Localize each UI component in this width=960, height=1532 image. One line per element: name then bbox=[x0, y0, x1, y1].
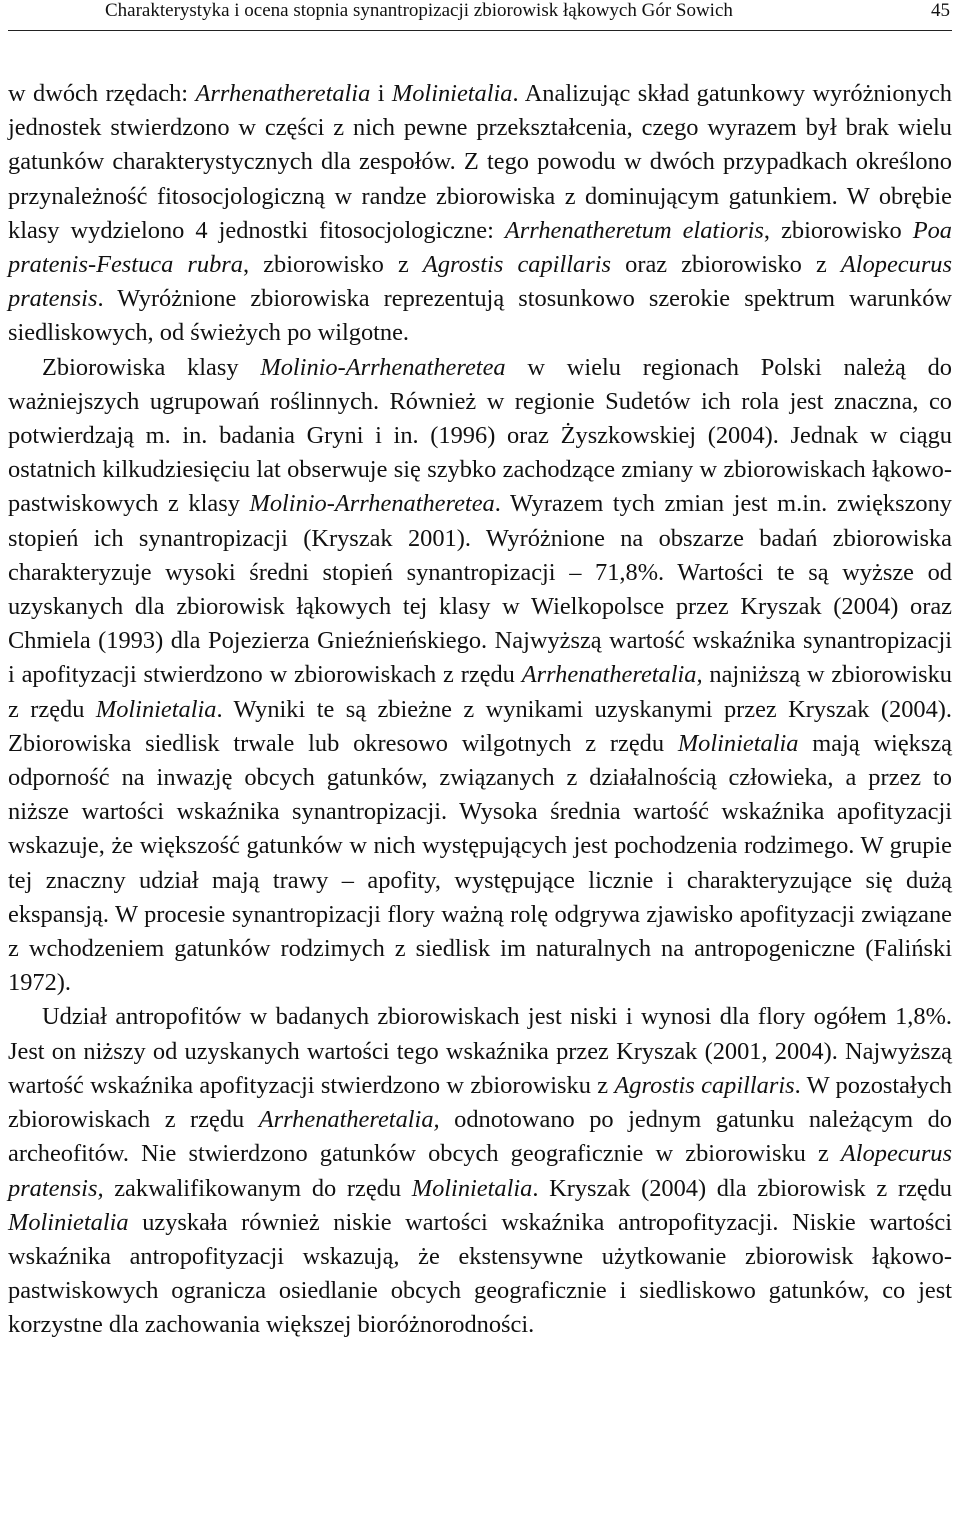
italic-taxon-text: Agrostis capillaris bbox=[422, 251, 611, 279]
running-head-title: Charakterystyka i ocena stopnia synantropizacji zbiorowisk łąkowych Gór Sowich bbox=[105, 0, 733, 21]
paragraph-text: najniższą w zbiorowisku z rzędu bbox=[8, 661, 952, 723]
italic-taxon-text: Arrhenatheretalia bbox=[195, 80, 371, 107]
paragraph-text: mają większą odporność na inwazję obcych gatunków, związanych z działalnością człowieka, a przez to niższe wartości wskaźnika synantropizacji. Wysoka średnia wartość wskaźnika apofityzacji wskazuje, że większość gatunków w nich występujących jest pochodzenia rodzimego. W grupie tej znaczny udział mają trawy – apofity, występujące licznie i charakteryzujące się dużą ekspansją. W procesie synantropizacji flory ważną rolę odgrywa zjawisko apofityzacji związane z wchodzeniem gatunków rodzimych z siedlisk im naturalnych na antropogeniczne (Faliński 1972). bbox=[8, 729, 952, 997]
paragraph-text: , zbiorowisko z bbox=[243, 251, 423, 279]
paragraph-2 bbox=[8, 351, 952, 1001]
italic-taxon-text: Molinietalia bbox=[391, 80, 513, 107]
paragraph-text: . Analizując skład gatunkowy wyróżnionych jednostek stwierdzono w części z nich pewne przekształcenia, czego wyrazem był brak wielu gatunków charakterystycznych dla zespołów. Z tego powodu w dwóch przypadkach określono przynależność fitosocjologiczną w randze zbiorowiska z dominującym gatunkiem. W obrębie klasy wydzielono 4 jednostki fitosocjologiczne: bbox=[8, 80, 952, 244]
running-head bbox=[8, 0, 952, 31]
italic-taxon-text: Poa pratenis-Festuca rubra bbox=[8, 216, 952, 279]
paragraph-text: odnotowano po jednym gatunku należącym do archeofitów. Nie stwierdzono gatunków obcych geograficznie w zbiorowisku z bbox=[8, 1106, 952, 1168]
italic-taxon-text: Molinio-Arrhenatheretea bbox=[260, 353, 506, 381]
paragraph-text: . Wyróżnione zbiorowiska reprezentują stosunkowo szerokie spektrum warunków siedliskowych, od świeżych po wilgotne. bbox=[8, 285, 952, 347]
paragraph-text: zakwalifikowanym do rzędu bbox=[103, 1174, 412, 1202]
paragraph-text: . W pozostałych zbiorowiskach z rzędu bbox=[8, 1071, 952, 1134]
italic-taxon-text: Molinietalia bbox=[8, 1208, 129, 1236]
italic-taxon-text: Agrostis capillaris bbox=[614, 1071, 795, 1099]
paragraph-text: uzyskała również niskie wartości wskaźnika antropofityzacji. Niskie wartości wskaźnika antropofityzacji wskazują, że ekstensywne użytkowanie zbiorowisk łąkowo-pastwiskowych ogranicza osiedlanie obcych geograficznie i siedliskowo gatunków, co jest korzystne dla zachowania większej bioróżnorodności. bbox=[8, 1208, 952, 1339]
paragraph-text: , zbiorowisko bbox=[763, 216, 913, 244]
italic-taxon-text: Molinietalia bbox=[95, 695, 217, 723]
paragraph-3 bbox=[8, 1000, 952, 1342]
italic-taxon-text: Arrhenatheretalia, bbox=[258, 1106, 440, 1134]
italic-taxon-text: Arrhenatheretalia, bbox=[521, 661, 703, 689]
paragraph-text: Zbiorowiska klasy bbox=[42, 353, 261, 381]
body-text bbox=[8, 77, 952, 1343]
page-number: 45 bbox=[931, 0, 950, 21]
italic-taxon-text: Molinietalia bbox=[411, 1174, 533, 1202]
paragraph-text: w dwóch rzędach: bbox=[8, 80, 196, 107]
paragraph-1 bbox=[8, 77, 952, 351]
paragraph-text: oraz zbiorowisko z bbox=[610, 251, 841, 279]
paragraph-text: Udział antropofitów w badanych zbiorowiskach jest niski i wynosi dla flory ogółem 1,8%. Jest on niższy od uzyskanych wartości tego wskaźnika przez Kryszak (2001, 2004). Najwyższą wartość wskaźnika apofityzacji stwierdzono w zbiorowisku z bbox=[8, 1003, 952, 1099]
paragraph-text: w wielu regionach Polski należą do ważniejszych ugrupowań roślinnych. Również w regionie Sudetów ich rola jest znaczna, co potwierdzają m. in. badania Gryni i in. (1996) oraz Żyszkowskiej (2004). Jednak w ciągu ostatnich kilkudziesięciu lat obserwuje się szybko zachodzące zmiany w zbiorowiskach łąkowo-pastwiskowych z klasy bbox=[8, 353, 953, 518]
paragraph-text: . Wyrazem tych zmian jest m.in. zwiększony stopień ich synantropizacji (Kryszak 2001). Wyróżnione na obszarze badań zbiorowiska charakteryzuje wysoki średni stopień synantropizacji – 71,8%. Wartości te są wyższe od uzyskanych dla zbiorowisk łąkowych tej klasy w Wielkopolsce przez Kryszak (2004) oraz Chmiela (1993) dla Pojezierza Gnieźnieńskiego. Najwyższą wartość wskaźnika synantropizacji i apofityzacji stwierdzono w zbiorowiskach z rzędu bbox=[8, 490, 953, 689]
paragraph-text: . Wyniki te są zbieżne z wynikami uzyskanymi przez Kryszak (2004). Zbiorowiska siedlisk trwale lub okresowo wilgotnych z rzędu bbox=[8, 695, 953, 757]
paragraph-text: i bbox=[370, 80, 392, 107]
paragraph-text: . Kryszak (2004) dla zbiorowisk z rzędu bbox=[532, 1174, 952, 1202]
italic-taxon-text: Alopecurus pratensis bbox=[8, 251, 952, 313]
italic-taxon-text: Molinio-Arrhenatheretea bbox=[249, 490, 495, 518]
italic-taxon-text: Alopecurus pratensis, bbox=[8, 1140, 952, 1202]
italic-taxon-text: Molinietalia bbox=[677, 729, 799, 757]
italic-taxon-text: Arrhenatheretum elatioris bbox=[504, 216, 764, 244]
